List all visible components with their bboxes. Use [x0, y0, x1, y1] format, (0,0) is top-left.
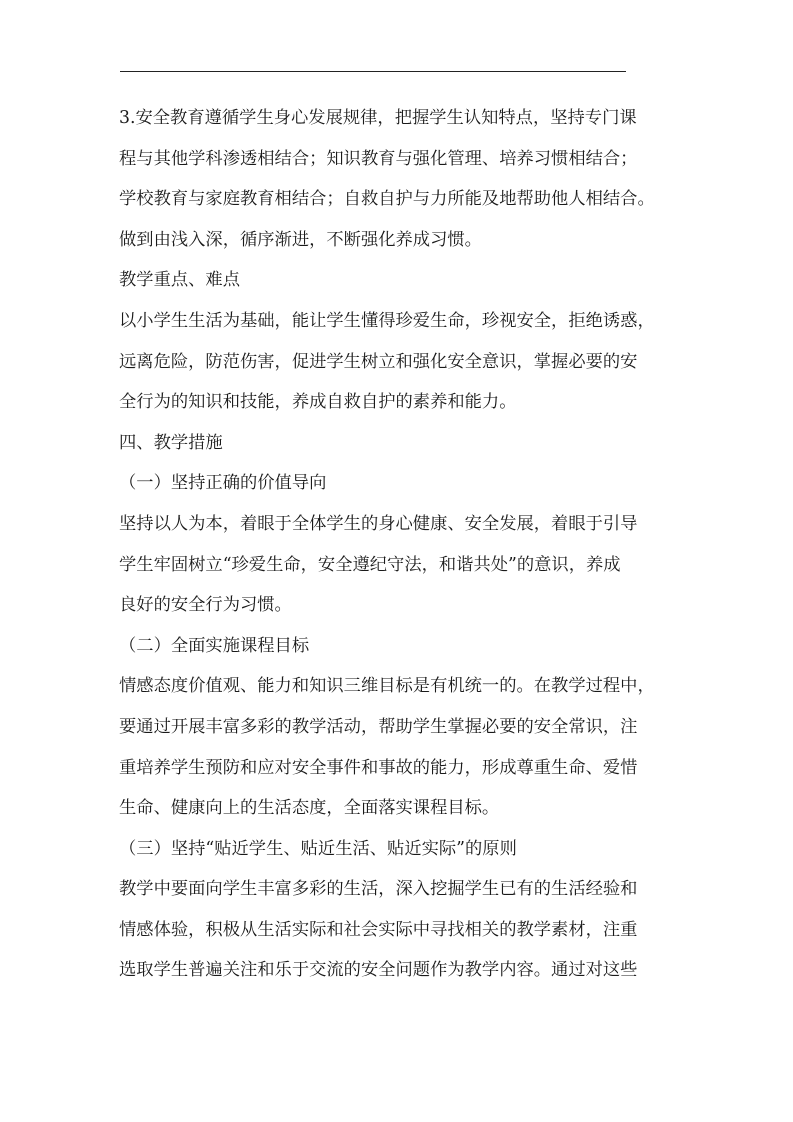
text-line: 远离危险，防范伤害，促进学生树立和强化安全意识，掌握必要的安: [119, 351, 638, 372]
text-line: 3.安全教育遵循学生身心发展规律，把握学生认知特点，坚持专门课: [119, 108, 637, 128]
subsection-heading: （一）坚持正确的价值导向: [119, 473, 327, 494]
text-line: 学校教育与家庭教育相结合；自救自护与力所能及地帮助他人相结合。: [119, 189, 655, 210]
text-line: 重培养学生预防和应对安全事件和事故的能力，形成尊重生命、爱惜: [119, 757, 638, 778]
text-line: 情感态度价值观、能力和知识三维目标是有机统一的。在教学过程中，: [119, 676, 655, 697]
text-line: 教学中要面向学生丰富多彩的生活，深入挖掘学生已有的生活经验和: [119, 879, 638, 900]
text-line: 程与其他学科渗透相结合；知识教育与强化管理、培养习惯相结合；: [119, 148, 638, 169]
text-line: 做到由浅入深，循序渐进，不断强化养成习惯。: [119, 229, 482, 250]
header-rule: [120, 71, 626, 72]
text-line: 学生牢固树立“珍爱生命，安全遵纪守法，和谐共处”的意识，养成: [119, 554, 621, 575]
text-line: 选取学生普遍关注和乐于交流的安全问题作为教学内容。通过对这些: [119, 960, 638, 981]
subsection-heading: （二）全面实施课程目标: [119, 635, 310, 656]
section-heading: 四、教学措施: [119, 432, 223, 453]
document-body: [119, 98, 679, 991]
text-line: 情感体验，积极从生活实际和社会实际中寻找相关的教学素材，注重: [119, 919, 638, 940]
text-line: 要通过开展丰富多彩的教学活动，帮助学生掌握必要的安全常识，注: [119, 716, 638, 737]
text-line: 坚持以人为本，着眼于全体学生的身心健康、安全发展，着眼于引导: [119, 513, 638, 534]
text-line: 良好的安全行为习惯。: [119, 595, 292, 616]
text-line: 全行为的知识和技能，养成自救自护的素养和能力。: [119, 392, 517, 413]
text-line: 以小学生生活为基础，能让学生懂得珍爱生命，珍视安全，拒绝诱惑，: [119, 310, 655, 331]
section-heading: 教学重点、难点: [119, 270, 240, 291]
text-line: 生命、健康向上的生活态度，全面落实课程目标。: [119, 798, 500, 819]
subsection-heading: （三）坚持“贴近学生、贴近生活、贴近实际”的原则: [119, 838, 517, 859]
